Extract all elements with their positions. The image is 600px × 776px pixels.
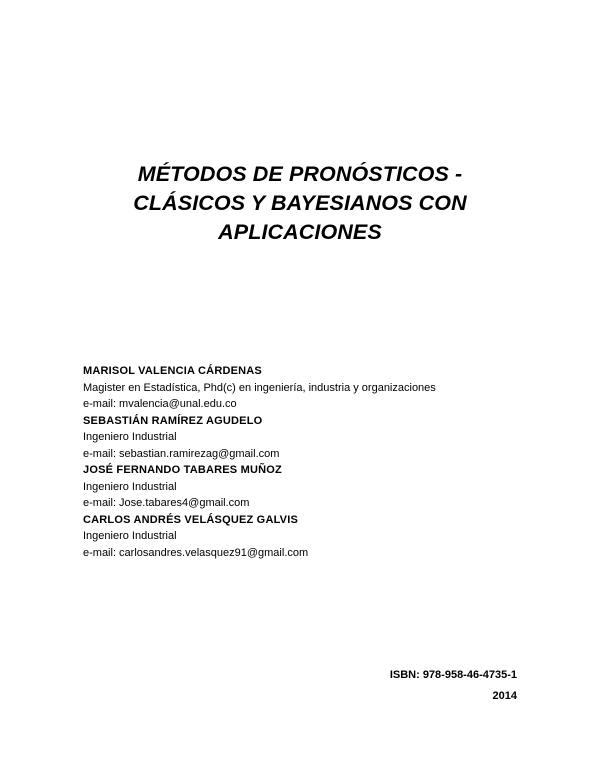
document-title xyxy=(0,160,600,247)
author-name: SEBASTIÁN RAMÍREZ AGUDELO xyxy=(83,414,263,427)
author-list xyxy=(83,363,563,561)
author-email: e-mail: Jose.tabares4@gmail.com xyxy=(83,497,250,509)
author-name: MARISOL VALENCIA CÁRDENAS xyxy=(83,365,262,377)
author-entry-4 xyxy=(83,512,563,562)
author-email: e-mail: mvalencia@unal.edu.co xyxy=(83,398,237,410)
author-credentials: Ingeniero Industrial xyxy=(83,480,177,493)
title-line-1: MÉTODOS DE PRONÓSTICOS - xyxy=(137,162,463,186)
author-entry-1 xyxy=(83,363,563,413)
author-entry-2 xyxy=(83,413,563,463)
title-line-3: APLICACIONES xyxy=(218,220,382,244)
author-name: CARLOS ANDRÉS VELÁSQUEZ GALVIS xyxy=(83,513,299,526)
author-email: e-mail: carlosandres.velasquez91@gmail.com xyxy=(83,546,309,559)
author-email: e-mail: sebastian.ramirezag@gmail.com xyxy=(83,447,280,460)
author-credentials: Ingeniero Industrial xyxy=(83,431,177,443)
author-credentials: Ingeniero Industrial xyxy=(83,530,177,542)
author-name: JOSÉ FERNANDO TABARES MUÑOZ xyxy=(83,464,282,476)
author-credentials: Magister en Estadística, Phd(c) en ingeniería, industria y organizaciones xyxy=(83,381,436,394)
title-line-2: CLÁSICOS Y BAYESIANOS CON xyxy=(133,191,467,215)
publication-year: 2014 xyxy=(492,690,517,702)
isbn-label: ISBN: 978-958-46-4735-1 xyxy=(389,669,517,681)
author-entry-3 xyxy=(83,462,563,512)
